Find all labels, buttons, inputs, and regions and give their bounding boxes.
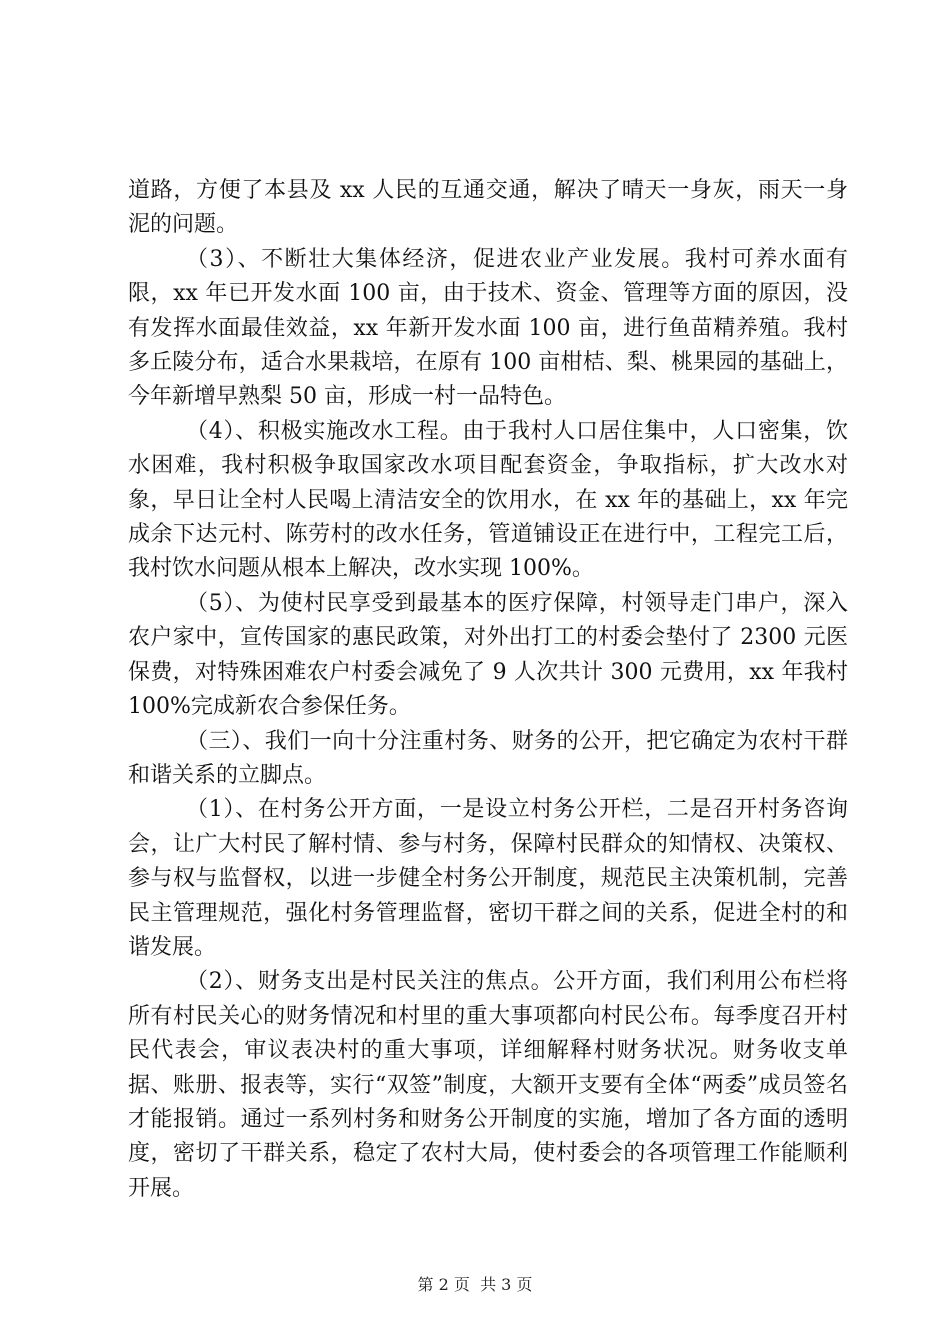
- paragraph: （3）、不断壮大集体经济，促进农业产业发展。我村可养水面有限，xx 年已开发水面 100 亩，由于技术、资金、管理等方面的原因，没有发挥水面最佳效益，xx 年新开发水面 100 亩，进行鱼苗精养殖。我村多丘陵分布，适合水果栽培，在原有 100 亩柑桔、梨、桃果园的基础上，今年新增早熟梨 50 亩，形成一村一品特色。: [128, 246, 848, 410]
- paragraph: （2）、财务支出是村民关注的焦点。公开方面，我们利用公布栏将所有村民关心的财务情况和村里的重大事项都向村民公布。每季度召开村民代表会，审议表决村的重大事项，详细解释村财务状况。财务收支单据、账册、报表等，实行“双签”制度，大额开支要有全体“两委”成员签名才能报销。通过一系列村务和财务公开制度的实施，增加了各方面的透明度，密切了干群关系，稳定了农村大局，使村委会的各项管理工作能顺利开展。: [128, 969, 848, 1201]
- page-number: 第 2 页: [417, 1275, 470, 1294]
- page-total: 共 3 页: [480, 1275, 533, 1294]
- paragraph: （5）、为使村民享受到最基本的医疗保障，村领导走门串户，深入农户家中，宣传国家的惠民政策，对外出打工的村委会垫付了 2300 元医保费，对特殊困难农户村委会减免了 9 人次共计 300 元费用，xx 年我村 100%完成新农合参保任务。: [128, 590, 848, 720]
- paragraph: 道路，方便了本县及 xx 人民的互通交通，解决了晴天一身灰，雨天一身泥的问题。: [128, 178, 848, 238]
- paragraph: （三）、我们一向十分注重村务、财务的公开，把它确定为农村干群和谐关系的立脚点。: [128, 728, 848, 788]
- paragraph: （1）、在村务公开方面，一是设立村务公开栏，二是召开村务咨询会，让广大村民了解村情、参与村务，保障村民群众的知情权、决策权、参与权与监督权，以进一步健全村务公开制度，规范民主决策机制，完善民主管理规范，强化村务管理监督，密切干群之间的关系，促进全村的和谐发展。: [128, 797, 848, 960]
- paragraph: （4）、积极实施改水工程。由于我村人口居住集中，人口密集，饮水困难，我村积极争取国家改水项目配套资金，争取指标，扩大改水对象，早日让全村人民喝上清洁安全的饮用水，在 xx 年的基础上，xx 年完成余下达元村、陈劳村的改水任务，管道铺设正在进行中，工程完工后，我村饮水问题从根本上解决，改水实现 100%。: [128, 418, 848, 582]
- document-body: [128, 174, 848, 1206]
- page-footer: [0, 1275, 950, 1295]
